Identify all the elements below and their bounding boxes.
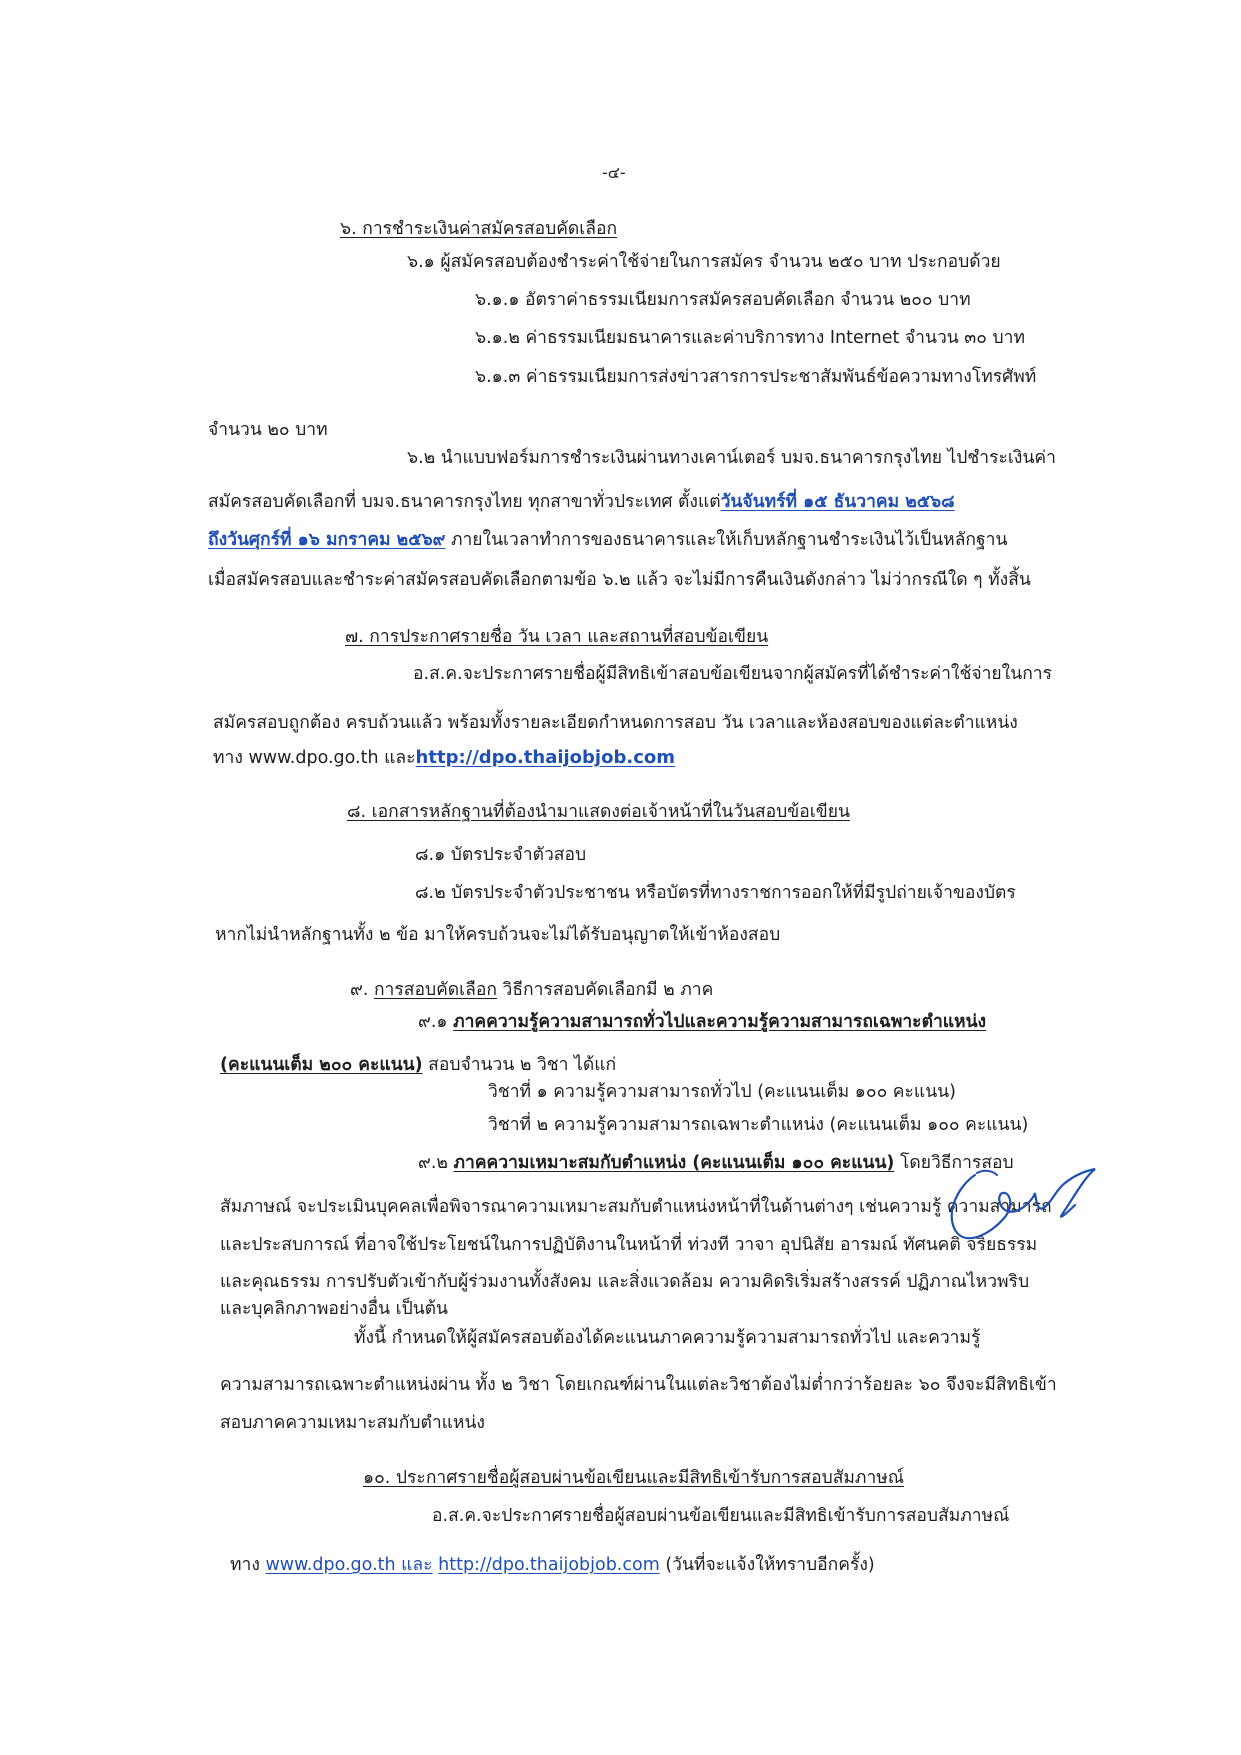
- clause-9-2-number: ๙.๒: [418, 1153, 454, 1173]
- section-9-number: ๙.: [350, 980, 374, 1000]
- clause-9-1-continued: [220, 1053, 616, 1077]
- clause-8-1: ๘.๑ บัตรประจำตัวสอบ: [415, 845, 587, 865]
- section-7-line-2: สมัครสอบถูกต้อง ครบถ้วนแล้ว พร้อมทั้งรายละเอียดกำหนดการสอบ วัน เวลาและห้องสอบของแต่ละตำแหน่ง: [213, 713, 1018, 733]
- clause-6-2-line-3: [208, 528, 1007, 552]
- clause-9-2-line-1: [418, 1151, 1014, 1175]
- section-10-text: ทาง: [230, 1555, 266, 1575]
- clause-6-2-text: สมัครสอบคัดเลือกที่ บมจ.ธนาคารกรุงไทย ทุกสาขาทั่วประเทศ ตั้งแต่: [208, 492, 721, 512]
- section-10-note: (วันที่จะแจ้งให้ทราบอีกครั้ง): [659, 1555, 875, 1575]
- section-7-line-3: [213, 746, 675, 770]
- clause-9-2-line-3: และประสบการณ์ ที่อาจใช้ประโยชน์ในการปฏิบัติงานในหน้าที่ ท่วงที วาจา อุปนิสัย อารมณ์ ทัศนคติ จริยธรรม: [220, 1235, 1038, 1255]
- clause-6-2-line-4: เมื่อสมัครสอบและชำระค่าสมัครสอบคัดเลือกตามข้อ ๖.๒ แล้ว จะไม่มีการคืนเงินดังกล่าว ไม่ว่ากรณีใด ๆ ทั้งสิ้น: [208, 570, 1031, 590]
- subject-1: วิชาที่ ๑ ความรู้ความสามารถทั่วไป (คะแนนเต็ม ๑๐๐ คะแนน): [488, 1082, 956, 1102]
- signature: [935, 1155, 1110, 1250]
- section-7-text: ทาง www.dpo.go.th และ: [213, 748, 416, 768]
- section-8-heading: ๘. เอกสารหลักฐานที่ต้องนำมาแสดงต่อเจ้าหน้าที่ในวันสอบข้อเขียน: [347, 802, 850, 822]
- clause-6-2-line-1: ๖.๒ นำแบบฟอร์มการชำระเงินผ่านทางเคาน์เตอร์ บมจ.ธนาคารกรุงไทย ไปชำระเงินค่า: [407, 448, 1056, 468]
- clause-9-2-method: โดยวิธีการสอบ: [894, 1153, 1014, 1173]
- page-number: -๔-: [602, 163, 626, 182]
- clause-6-2-line-2: [208, 490, 955, 514]
- clause-6-1-2: ๖.๑.๒ ค่าธรรมเนียมธนาคารและค่าบริการทาง Internet จำนวน ๓๐ บาท: [475, 328, 1025, 348]
- subject-2: วิชาที่ ๒ ความรู้ความสามารถเฉพาะตำแหน่ง (คะแนนเต็ม ๑๐๐ คะแนน): [488, 1115, 1029, 1135]
- note-line-1: ทั้งนี้ กำหนดให้ผู้สมัครสอบต้องได้คะแนนภาคความรู้ความสามารถทั่วไป และความรู้: [354, 1328, 981, 1348]
- thaijobjob-link-2[interactable]: http://dpo.thaijobjob.com: [438, 1555, 660, 1575]
- clause-9-1-title: ภาคความรู้ความสามารถทั่วไปและความรู้ความสามารถเฉพาะตำแหน่ง: [453, 1012, 987, 1032]
- section-10-heading: ๑๐. ประกาศรายชื่อผู้สอบผ่านข้อเขียนและมีสิทธิเข้ารับการสอบสัมภาษณ์: [363, 1468, 905, 1488]
- clause-9-1: [418, 1010, 986, 1034]
- clause-9-2-line-4: และคุณธรรม การปรับตัวเข้ากับผู้ร่วมงานทั้งสังคม และสิ่งแวดล้อม ความคิดริเริ่มสร้างสรรค์ ปฏิภาณไหวพริบ: [220, 1272, 1030, 1292]
- section-10-line-2: [230, 1553, 875, 1577]
- clause-6-1: ๖.๑ ผู้สมัครสอบต้องชำระค่าใช้จ่ายในการสมัคร จำนวน ๒๕๐ บาท ประกอบด้วย: [407, 252, 1001, 272]
- thaijobjob-link[interactable]: http://dpo.thaijobjob.com: [415, 747, 675, 768]
- note-line-3: สอบภาคความเหมาะสมกับตำแหน่ง: [220, 1413, 485, 1433]
- clause-9-2-line-5: และบุคลิกภาพอย่างอื่น เป็นต้น: [220, 1299, 448, 1319]
- section-10-line-1: อ.ส.ค.จะประกาศรายชื่อผู้สอบผ่านข้อเขียนและมีสิทธิเข้ารับการสอบสัมภาษณ์: [432, 1506, 1010, 1526]
- clause-6-1-1: ๖.๑.๑ อัตราค่าธรรมเนียมการสมัครสอบคัดเลือก จำนวน ๒๐๐ บาท: [475, 290, 971, 310]
- section-9-title: การสอบคัดเลือก: [373, 980, 497, 1000]
- full-score-200: (คะแนนเต็ม ๒๐๐ คะแนน): [220, 1055, 423, 1075]
- section-7-heading: ๗. การประกาศรายชื่อ วัน เวลา และสถานที่สอบข้อเขียน: [345, 627, 769, 647]
- clause-8-2: ๘.๒ บัตรประจำตัวประชาชน หรือบัตรที่ทางราชการออกให้ที่มีรูปถ่ายเจ้าของบัตร: [415, 883, 1016, 903]
- clause-9-1-number: ๙.๑: [418, 1012, 454, 1032]
- start-date-highlight: วันจันทร์ที่ ๑๕ ธันวาคม ๒๕๖๘: [720, 492, 955, 512]
- note-line-2: ความสามารถเฉพาะตำแหน่งผ่าน ทั้ง ๒ วิชา โดยเกณฑ์ผ่านในแต่ละวิชาต้องไม่ต่ำกว่าร้อยละ ๖๐ จึงจะมีสิทธิเข้า: [220, 1375, 1057, 1395]
- clause-9-1-subjects-intro: สอบจำนวน ๒ วิชา ได้แก่: [422, 1055, 617, 1075]
- end-date-highlight: ถึงวันศุกร์ที่ ๑๖ มกราคม ๒๕๖๙: [208, 530, 446, 550]
- section-9-heading: [350, 978, 713, 1002]
- clause-8-2-continued: หากไม่นำหลักฐานทั้ง ๒ ข้อ มาให้ครบถ้วนจะไม่ได้รับอนุญาตให้เข้าห้องสอบ: [215, 925, 781, 945]
- dpo-website-link[interactable]: www.dpo.go.th และ: [265, 1555, 433, 1575]
- clause-6-1-3: ๖.๑.๓ ค่าธรรมเนียมการส่งข่าวสารการประชาสัมพันธ์ข้อความทางโทรศัพท์: [475, 367, 1037, 387]
- clause-6-1-3-continued: จำนวน ๒๐ บาท: [208, 420, 328, 440]
- clause-6-2-text-cont: ภายในเวลาทำการของธนาคารและให้เก็บหลักฐานชำระเงินไว้เป็นหลักฐาน: [445, 530, 1008, 550]
- clause-9-2-title: ภาคความเหมาะสมกับตำแหน่ง (คะแนนเต็ม ๑๐๐ คะแนน): [453, 1153, 895, 1173]
- clause-9-2-line-2: สัมภาษณ์ จะประเมินบุคคลเพื่อพิจารณาความเหมาะสมกับตำแหน่งหน้าที่ในด้านต่างๆ เช่นความรู้ ความสามารถ: [220, 1197, 1052, 1217]
- section-7-line-1: อ.ส.ค.จะประกาศรายชื่อผู้มีสิทธิเข้าสอบข้อเขียนจากผู้สมัครที่ได้ชำระค่าใช้จ่ายในการ: [413, 664, 1053, 684]
- section-6-heading: ๖. การชำระเงินค่าสมัครสอบคัดเลือก: [340, 219, 618, 239]
- section-9-desc: วิธีการสอบคัดเลือกมี ๒ ภาค: [496, 980, 714, 1000]
